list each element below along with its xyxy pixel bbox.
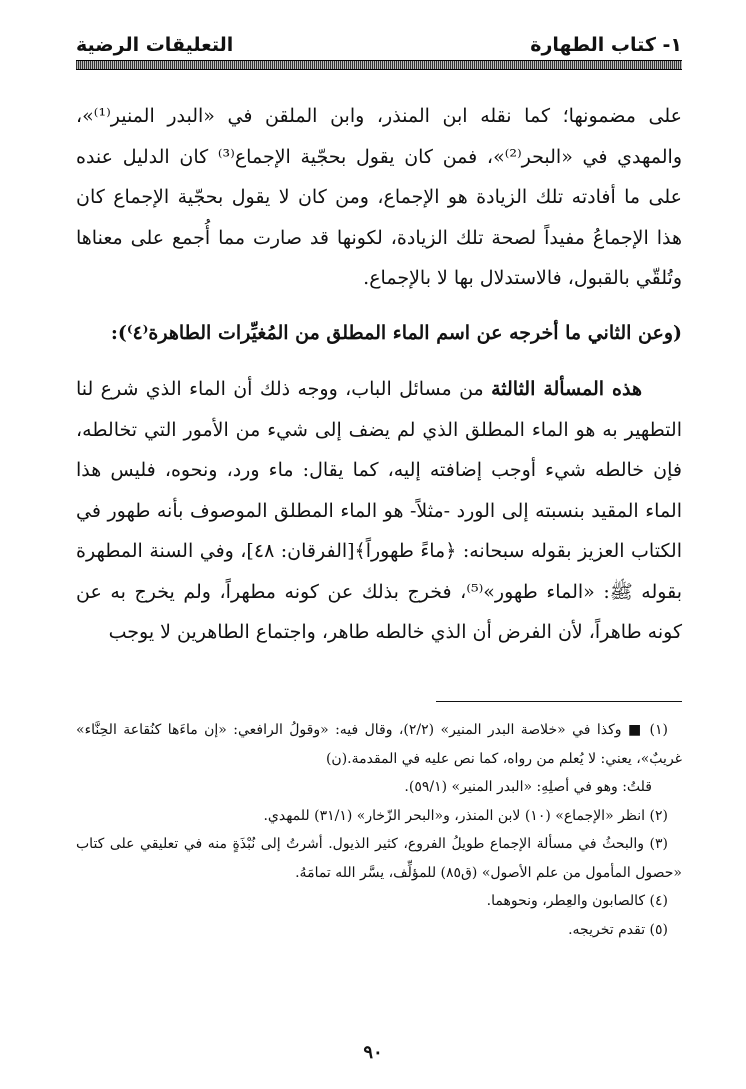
footnote-3: (٣) والبحثُ في مسألة الإجماع طويلُ الفروع، كثير الذيول. أشرتُ إلى نُبْذَةٍ منه في تعليقي على كتاب «حصول المأمول من علم الأصول» (ق٨٥) للمؤلِّف، يسَّر الله تمامَهُ. [76, 836, 682, 881]
paragraph-2 [76, 369, 682, 653]
section-heading: (وعن الثاني ما أخرجه عن اسم الماء المطلق من المُغيِّرات الطاهرة⁽٤⁾): [110, 321, 682, 344]
footnote-4: (٤) كالصابون والعِطر، ونحوهما. [486, 893, 668, 909]
chapter-title: ١- كتاب الطهارة [530, 34, 682, 56]
footnote-1-note: قلتُ: وهو في أصلِهِ: «البدر المنير» (٥٩/١). [404, 779, 652, 795]
footnotes [76, 716, 682, 944]
footnote-divider [436, 701, 682, 702]
footnote-5: (٥) تقدم تخريجه. [568, 921, 668, 938]
page-number: ٩٠ [363, 1042, 383, 1063]
header-divider [76, 60, 682, 70]
running-header [76, 24, 682, 62]
paragraph-2-text: من مسائل الباب، ووجه ذلك أن الماء الذي شرع لنا التطهير به هو الماء المطلق الذي لم يضف إلى شيء من الأمور التي تخالطه، فإن خالطه شيء أوجب إضافته إليه، كما يقال: ماء ورد، ونحوه، فليس هذا الماء المقيد بنسبته إلى الورد -مثلاً- هو الماء المطلق الموصوف بأنه طهور في الكتاب العزيز بقوله سبحانه: ﴿ماءً طهوراً﴾[الفرقان: ٤٨]، وفي السنة المطهرة بقوله ﷺ: «الماء طهور»⁽⁵⁾، فخرج بذلك عن كونه مطهراً، ولم يخرج به عن كونه طاهراً، لأن الفرض أن الذي خالطه طاهر، واجتماع الطاهرين لا يوجب [76, 378, 683, 643]
book-title: التعليقات الرضية [76, 34, 234, 56]
paragraph-1: على مضمونها؛ كما نقله ابن المنذر، وابن الملقن في «البدر المنير⁽¹⁾»، والمهدي في «البحر⁽²⁾»، فمن كان يقول بحجّية الإجماع⁽³⁾ كان الدليل عنده على ما أفادته تلك الزيادة هو الإجماع، ومن كان لا يقول بحجّية الإجماع كان هذا الإجماعُ مفيداً لصحة تلك الزيادة، لكونها قد صارت مما أُجمع على معناها وتُلقّي بالقبول، فالاستدلال بها لا بالإجماع. [76, 105, 682, 289]
paragraph-2-lead: هذه المسألة الثالثة [491, 378, 642, 400]
main-text [76, 96, 682, 653]
footnote-1: (١) ■ وكذا في «خلاصة البدر المنير» (٢/٢)، وقال فيه: «وقولُ الرافعي: «إن ماءَها كنُقاعة الحِنَّاء» غريبٌ»، يعني: لا يُعلم من رواه، كما نص عليه في المقدمة.(ن) [76, 722, 682, 767]
footnote-2: (٢) انظر «الإجماع» (١٠) لابن المنذر، و«البحر الزّخار» (٣١/١) للمهدي. [263, 807, 668, 824]
